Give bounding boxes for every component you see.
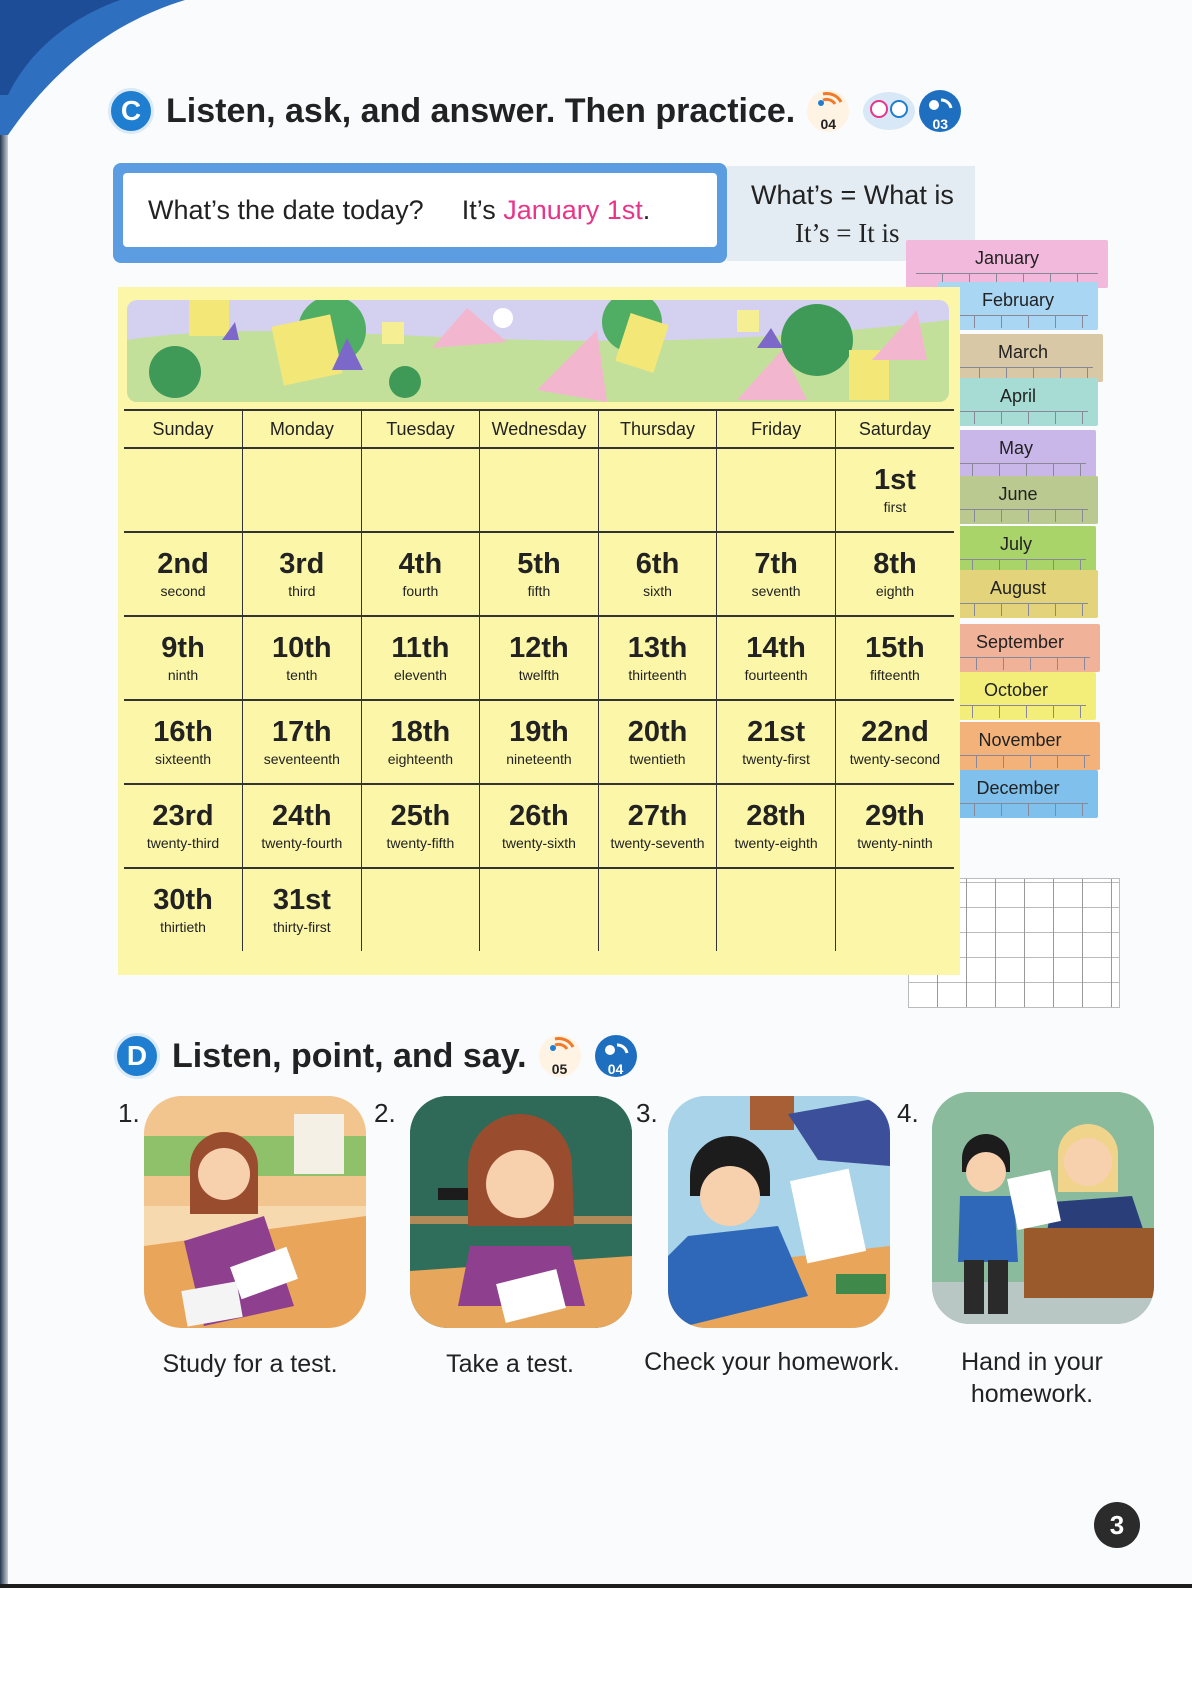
ordinal-word: thirty-first bbox=[273, 918, 331, 935]
ordinal-word: fifth bbox=[527, 582, 551, 599]
calendar-day-cell bbox=[598, 700, 717, 784]
picture-study-for-test bbox=[144, 1096, 366, 1328]
ordinal-number: 30th bbox=[153, 884, 213, 917]
contraction-its: It’s = It is bbox=[795, 218, 900, 248]
month-grid bbox=[946, 705, 1086, 718]
contraction-whats: What’s = What is bbox=[751, 180, 954, 210]
dialogue-box bbox=[113, 163, 727, 263]
page-number-badge: 3 bbox=[1094, 1502, 1140, 1548]
section-d-header bbox=[114, 1033, 639, 1079]
month-strip-november bbox=[940, 722, 1100, 770]
calendar-day-cell bbox=[717, 700, 836, 784]
online-track-number: 04 bbox=[607, 1061, 624, 1077]
month-grid bbox=[948, 315, 1088, 328]
month-grid bbox=[948, 509, 1088, 522]
picture-number: 3. bbox=[636, 1098, 658, 1128]
calendar-day-cell bbox=[480, 616, 599, 700]
calendar-day-cell bbox=[124, 868, 243, 951]
month-label: December bbox=[976, 778, 1060, 798]
ordinal-word: fifteenth bbox=[870, 666, 920, 683]
month-strip-february bbox=[938, 282, 1098, 330]
calendar-empty-cell bbox=[361, 448, 480, 532]
calendar-day-cell bbox=[243, 700, 362, 784]
calendar-day-cell bbox=[243, 532, 362, 616]
picture-caption: Study for a test. bbox=[162, 1350, 338, 1378]
page-bottom-margin bbox=[0, 1584, 1192, 1689]
calendar-week-row bbox=[124, 784, 954, 868]
calendar-day-cell bbox=[835, 532, 954, 616]
ordinal-number: 20th bbox=[627, 716, 688, 749]
ordinal-word: sixteenth bbox=[155, 750, 212, 767]
calendar-day-cell bbox=[361, 700, 480, 784]
weekday-header: Friday bbox=[717, 410, 836, 448]
picture-check-homework bbox=[668, 1096, 890, 1328]
ordinal-word: first bbox=[883, 498, 907, 515]
calendar-empty-cell bbox=[598, 448, 717, 532]
calendar-empty-cell bbox=[243, 448, 362, 532]
ordinal-word: twenty-fourth bbox=[261, 834, 343, 851]
ordinal-word: fourth bbox=[402, 582, 439, 599]
online-audio-icon[interactable] bbox=[917, 88, 963, 134]
ordinal-number: 1st bbox=[873, 464, 916, 497]
weekday-header: Tuesday bbox=[361, 410, 480, 448]
month-strip-july bbox=[936, 526, 1096, 574]
weekday-header: Sunday bbox=[124, 410, 243, 448]
ordinal-number: 28th bbox=[746, 800, 806, 833]
ordinal-word: second bbox=[160, 582, 206, 599]
calendar-empty-cell bbox=[480, 448, 599, 532]
dialogue-question: What’s the date today? bbox=[148, 194, 424, 225]
calendar-empty-cell bbox=[598, 868, 717, 951]
ordinal-number: 3rd bbox=[279, 548, 325, 581]
ordinal-number: 18th bbox=[390, 716, 451, 749]
chant-icon[interactable] bbox=[861, 88, 907, 134]
cd-audio-icon[interactable] bbox=[805, 88, 851, 134]
cd-audio-icon[interactable] bbox=[537, 1033, 583, 1079]
calendar-day-cell bbox=[124, 532, 243, 616]
online-track-number: 03 bbox=[932, 116, 949, 132]
section-title: Listen, point, and say. bbox=[172, 1036, 527, 1075]
month-label: April bbox=[999, 386, 1036, 406]
calendar-empty-cell bbox=[361, 868, 480, 951]
picture-caption: Hand in your homework. bbox=[961, 1348, 1103, 1408]
ordinal-word: thirteenth bbox=[628, 666, 687, 683]
book-spine bbox=[0, 0, 8, 1600]
weekday-header-row bbox=[124, 410, 954, 448]
ordinal-number: 12th bbox=[509, 632, 569, 665]
calendar-day-cell bbox=[598, 616, 717, 700]
section-title: Listen, ask, and answer. Then practice. bbox=[166, 91, 796, 130]
month-grid bbox=[948, 603, 1088, 616]
calendar-empty-cell bbox=[480, 868, 599, 951]
calendar-empty-cell bbox=[124, 448, 243, 532]
ordinal-word: ninth bbox=[167, 666, 199, 683]
ordinal-word: seventeenth bbox=[263, 750, 340, 767]
month-label: September bbox=[975, 632, 1065, 652]
calendar-day-cell bbox=[480, 700, 599, 784]
calendar-week-row bbox=[124, 616, 954, 700]
month-label: October bbox=[983, 680, 1049, 700]
ordinal-word: twenty-seventh bbox=[610, 834, 705, 851]
calendar-empty-cell bbox=[717, 868, 836, 951]
calendar-day-cell bbox=[598, 532, 717, 616]
picture-number: 2. bbox=[374, 1098, 396, 1128]
month-label: February bbox=[981, 290, 1055, 310]
calendar-day-cell bbox=[243, 868, 362, 951]
ordinal-number: 5th bbox=[517, 548, 561, 581]
month-strip-may bbox=[936, 430, 1096, 478]
ordinal-number: 14th bbox=[746, 632, 806, 665]
calendar-day-cell bbox=[361, 532, 480, 616]
month-grid bbox=[950, 657, 1090, 670]
ordinal-number: 24th bbox=[272, 800, 332, 833]
month-label: January bbox=[974, 248, 1040, 268]
ordinal-word: sixth bbox=[643, 582, 672, 599]
month-strip-june bbox=[938, 476, 1098, 524]
ordinal-word: twenty-fifth bbox=[386, 834, 455, 851]
ordinal-number: 27th bbox=[627, 800, 688, 833]
ordinal-number: 16th bbox=[153, 716, 213, 749]
calendar-week-row bbox=[124, 868, 954, 951]
weekday-header: Wednesday bbox=[480, 410, 599, 448]
ordinal-word: twenty-first bbox=[742, 750, 810, 767]
month-strip-august bbox=[938, 570, 1098, 618]
ordinal-number: 7th bbox=[754, 548, 798, 581]
dialogue-answer bbox=[462, 195, 651, 226]
picture-number: 1. bbox=[118, 1098, 140, 1128]
ordinal-word: twentieth bbox=[629, 750, 686, 767]
month-grid bbox=[948, 411, 1088, 424]
answer-suffix: . bbox=[642, 194, 651, 225]
picture-number: 4. bbox=[897, 1098, 919, 1128]
calendar-day-cell bbox=[480, 532, 599, 616]
calendar-day-cell bbox=[124, 616, 243, 700]
answer-highlight: January 1st bbox=[503, 194, 643, 225]
ordinal-number: 15th bbox=[865, 632, 925, 665]
ordinal-word: twenty-third bbox=[146, 834, 220, 851]
ordinal-word: seventh bbox=[751, 582, 801, 599]
ordinal-number: 2nd bbox=[157, 548, 209, 581]
ordinal-word: twenty-sixth bbox=[502, 834, 576, 851]
weekday-header: Saturday bbox=[835, 410, 954, 448]
month-grid bbox=[946, 463, 1086, 476]
ordinal-number: 17th bbox=[272, 716, 332, 749]
ordinal-number: 26th bbox=[509, 800, 569, 833]
ordinal-word: eighth bbox=[875, 582, 915, 599]
month-strip-october bbox=[936, 672, 1096, 720]
calendar-banner bbox=[127, 300, 949, 402]
ordinal-word: eleventh bbox=[393, 666, 447, 683]
month-label: March bbox=[997, 342, 1048, 362]
ordinal-number: 23rd bbox=[152, 800, 214, 833]
ordinal-word: tenth bbox=[286, 666, 318, 683]
ordinal-number: 21st bbox=[747, 716, 806, 749]
cd-track-number: 05 bbox=[551, 1061, 568, 1077]
month-label: July bbox=[999, 534, 1032, 554]
calendar-day-cell bbox=[124, 784, 243, 868]
month-grid bbox=[948, 803, 1088, 816]
calendar-day-cell bbox=[480, 784, 599, 868]
ordinal-word: twelfth bbox=[518, 666, 560, 683]
calendar-day-cell bbox=[835, 700, 954, 784]
month-strip-september bbox=[940, 624, 1100, 672]
answer-prefix: It’s bbox=[461, 194, 504, 225]
picture-take-a-test bbox=[410, 1096, 632, 1328]
ordinal-number: 4th bbox=[398, 548, 443, 581]
month-label: June bbox=[998, 484, 1038, 504]
calendar-week-row bbox=[124, 700, 954, 784]
section-c-header bbox=[108, 88, 963, 134]
ordinal-number: 9th bbox=[161, 632, 205, 665]
calendar-table bbox=[124, 409, 954, 951]
month-strip-april bbox=[938, 378, 1098, 426]
calendar-day-cell bbox=[598, 784, 717, 868]
calendar-week-row bbox=[124, 448, 954, 532]
ordinal-word: twenty-ninth bbox=[857, 834, 933, 851]
month-strip-january bbox=[906, 240, 1108, 288]
ordinal-word: eighteenth bbox=[387, 750, 454, 767]
ordinal-number: 6th bbox=[635, 548, 680, 581]
month-grid bbox=[950, 755, 1090, 768]
ordinal-word: third bbox=[288, 582, 316, 599]
ordinal-word: twenty-second bbox=[849, 750, 941, 767]
section-letter-badge: C bbox=[108, 88, 154, 134]
dialogue-inner bbox=[123, 173, 717, 247]
calendar-day-cell bbox=[124, 700, 243, 784]
weekday-header: Monday bbox=[243, 410, 362, 448]
calendar-empty-cell bbox=[717, 448, 836, 532]
calendar-day-cell bbox=[835, 616, 954, 700]
calendar-day-cell bbox=[243, 616, 362, 700]
ordinal-word: twenty-eighth bbox=[734, 834, 818, 851]
calendar-day-cell bbox=[717, 784, 836, 868]
cd-track-number: 04 bbox=[820, 116, 837, 132]
month-strip-march bbox=[943, 334, 1103, 382]
ordinal-word: nineteenth bbox=[506, 750, 572, 767]
ordinal-number: 22nd bbox=[861, 716, 929, 749]
weekday-header: Thursday bbox=[598, 410, 717, 448]
ordinal-number: 8th bbox=[873, 548, 917, 581]
ordinal-number: 10th bbox=[272, 632, 332, 665]
calendar-day-cell bbox=[835, 784, 954, 868]
ordinal-number: 31st bbox=[272, 884, 331, 917]
month-strip-december bbox=[938, 770, 1098, 818]
calendar-day-cell bbox=[717, 532, 836, 616]
calendar-day-cell bbox=[361, 616, 480, 700]
month-label: August bbox=[989, 578, 1047, 598]
calendar-week-row bbox=[124, 532, 954, 616]
calendar-empty-cell bbox=[835, 868, 954, 951]
ordinal-number: 29th bbox=[865, 800, 925, 833]
section-letter-badge: D bbox=[114, 1033, 160, 1079]
ordinal-number: 19th bbox=[509, 716, 569, 749]
ordinal-number: 11th bbox=[391, 632, 450, 665]
picture-caption: Take a test. bbox=[446, 1350, 574, 1378]
picture-hand-in-homework bbox=[932, 1092, 1154, 1324]
calendar-day-cell bbox=[361, 784, 480, 868]
calendar-day-cell bbox=[717, 616, 836, 700]
online-audio-icon[interactable] bbox=[593, 1033, 639, 1079]
ordinal-number: 25th bbox=[390, 800, 451, 833]
calendar-body bbox=[124, 448, 954, 951]
month-label: November bbox=[978, 730, 1062, 750]
ordinal-word: fourteenth bbox=[744, 666, 808, 683]
picture-caption: Check your homework. bbox=[644, 1348, 900, 1376]
month-label: May bbox=[998, 438, 1033, 458]
calendar-day-cell bbox=[243, 784, 362, 868]
ordinal-word: thirtieth bbox=[160, 918, 206, 935]
calendar-day-cell bbox=[835, 448, 954, 532]
ordinal-number: 13th bbox=[627, 632, 688, 665]
